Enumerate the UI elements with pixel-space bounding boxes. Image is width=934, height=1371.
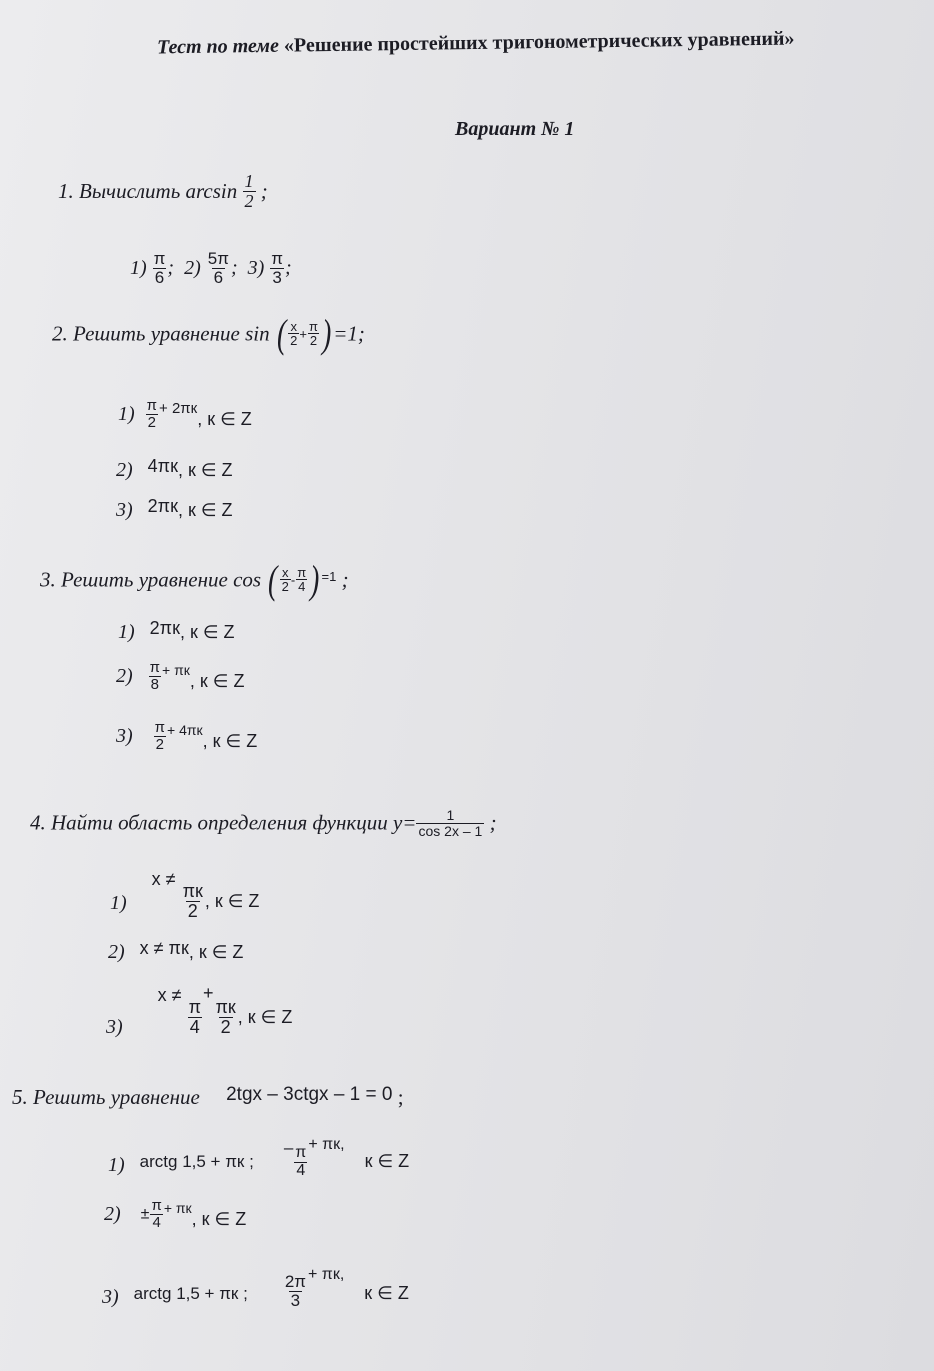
q2-opt1-den: 2 <box>147 413 157 431</box>
q2-b-den: 2 <box>309 333 318 349</box>
q3-opt2-den: 8 <box>150 675 160 693</box>
q4-opt1-pre: x ≠ <box>151 869 176 889</box>
q5-opt3-fraction <box>283 1273 308 1310</box>
q3-text: 3. Решить уравнение cos <box>40 567 262 592</box>
q1-sep2: ; <box>230 256 238 279</box>
q2-text: 2. Решить уравнение sin <box>52 321 270 346</box>
q2-option-3 <box>116 496 233 522</box>
q5-opt1-num: π <box>295 1144 307 1161</box>
q5-opt2-cond: , к ∈ Z <box>191 1208 247 1229</box>
page-title <box>157 28 795 60</box>
q1-frac-den: 2 <box>244 190 254 211</box>
q3-opt2-cond: , к ∈ Z <box>189 670 245 691</box>
q5-option-3 <box>102 1258 409 1310</box>
q1-options <box>130 250 292 287</box>
q3-opt3-cond: , к ∈ Z <box>202 730 258 751</box>
q1-opt1-num: π <box>153 249 166 268</box>
q4-opt3-op: + <box>202 983 214 1003</box>
q4-opt3-cond: , к ∈ Z <box>237 1007 293 1027</box>
q3-option-1 <box>118 618 235 644</box>
q5-opt3-den: 3 <box>290 1290 301 1310</box>
q4-opt1-den: 2 <box>187 900 198 921</box>
q1-opt2-den: 6 <box>213 267 224 287</box>
q5-option-2 <box>104 1198 246 1231</box>
q5-opt2-label: 2) <box>104 1202 121 1225</box>
q5-opt3-cond: к ∈ Z <box>364 1283 409 1303</box>
q4-opt3-frac-a <box>187 998 203 1037</box>
q1-opt3-num: π <box>271 249 284 268</box>
q2-option-2 <box>116 456 233 482</box>
q2-option-1 <box>118 398 252 431</box>
q3-frac-b <box>295 566 308 594</box>
q5-opt1-tail: + πк, <box>308 1136 345 1153</box>
q3-option-2 <box>116 660 244 693</box>
title-prefix: Тест по теме <box>156 34 285 59</box>
q1-opt3-label: 3) <box>247 256 265 279</box>
q3-opt2-label: 2) <box>116 664 133 687</box>
q4-option-2 <box>108 938 243 964</box>
question-5 <box>12 1084 404 1110</box>
q2-op: + <box>299 326 307 342</box>
q3-frac-a <box>280 566 291 594</box>
q5-text: 5. Решить уравнение <box>12 1085 200 1109</box>
q5-opt1-fraction <box>293 1145 308 1180</box>
q5-opt2-pm: ± <box>140 1205 150 1223</box>
q2-open-paren: ( <box>276 311 287 356</box>
q3-op: - <box>290 572 296 588</box>
q3-opt3-den: 2 <box>155 735 165 753</box>
q4-opt1-label: 1) <box>110 892 127 914</box>
q4-y: y= <box>392 810 417 835</box>
q4-opt2-label: 2) <box>108 941 125 963</box>
q2-opt2-label: 2) <box>116 459 133 481</box>
q2-frac-b <box>307 320 320 348</box>
q2-opt3-cond: , к ∈ Z <box>177 500 233 520</box>
q4-opt3-a-num: π <box>188 997 201 1017</box>
q3-option-3 <box>116 720 257 753</box>
q4-end: ; <box>489 810 497 835</box>
q4-frac-den: cos 2x – 1 <box>418 822 483 839</box>
q3-a-den: 2 <box>281 579 289 595</box>
q3-opt3-tail: + 4πк <box>167 721 203 738</box>
q2-a-num: x <box>290 318 298 334</box>
q3-opt3-fraction <box>153 720 167 753</box>
q3-opt2-fraction <box>148 660 162 693</box>
q2-b-num: π <box>308 318 318 334</box>
q1-sep1: ; <box>167 256 175 279</box>
q4-opt1-fraction <box>181 882 205 921</box>
q5-opt1-cond: к ∈ Z <box>364 1151 410 1171</box>
q2-opt1-label: 1) <box>118 402 135 425</box>
q1-fraction <box>243 172 256 211</box>
q2-opt1-cond: , к ∈ Z <box>197 408 252 429</box>
q3-opt3-label: 3) <box>116 724 133 747</box>
q2-opt3-expr: 2πк <box>147 496 178 516</box>
q5-opt2-den: 4 <box>152 1213 161 1231</box>
q1-opt1-den: 6 <box>154 267 165 287</box>
q4-opt1-num: πк <box>182 881 203 901</box>
q2-frac-a <box>288 320 299 348</box>
q1-opt2-num: 5π <box>207 249 229 268</box>
q5-equation: 2tgx – 3ctgx – 1 = 0 <box>226 1084 393 1105</box>
q3-a-num: x <box>282 564 289 580</box>
q1-opt1-fraction <box>152 250 168 287</box>
q2-opt1-num: π <box>146 397 158 414</box>
q5-opt3-num: 2π <box>284 1272 306 1291</box>
q5-opt3-expr: arctg 1,5 + πк ; <box>133 1284 248 1303</box>
q4-opt2-cond: , к ∈ Z <box>188 942 244 962</box>
q3-b-num: π <box>297 564 307 580</box>
q5-option-1 <box>108 1128 409 1180</box>
q1-opt2-fraction <box>206 250 231 287</box>
q1-opt2-label: 2) <box>184 256 201 279</box>
q3-opt1-expr: 2πк <box>149 618 180 638</box>
question-4 <box>30 808 497 838</box>
q1-end: ; <box>260 178 268 203</box>
q3-opt2-tail: + πк <box>162 661 190 678</box>
question-2 <box>52 311 365 356</box>
q5-opt2-fraction <box>149 1198 163 1231</box>
q3-close-paren: ) <box>310 557 320 602</box>
q4-opt3-b-num: πк <box>215 997 236 1017</box>
q1-opt1-label: 1) <box>130 256 147 279</box>
q1-text: 1. Вычислить arcsin <box>58 178 238 203</box>
q5-opt2-tail: + πк <box>163 1199 192 1216</box>
q2-opt2-cond: , к ∈ Z <box>177 460 233 480</box>
q4-opt3-label: 3) <box>106 1016 123 1038</box>
variant-label: Вариант № 1 <box>455 118 575 140</box>
q5-opt1-expr: arctg 1,5 + πк ; <box>139 1152 254 1171</box>
title-topic: «Решение простейших тригонометрических уравнений» <box>283 27 795 57</box>
q5-opt3-label: 3) <box>102 1286 119 1308</box>
q3-end: ; <box>341 567 349 592</box>
q5-opt2-num: π <box>151 1197 162 1214</box>
q2-close-paren: ) <box>321 311 332 356</box>
q3-open-paren: ( <box>268 557 278 602</box>
q4-option-1 <box>110 866 259 921</box>
q4-frac-num: 1 <box>446 807 455 823</box>
q2-tail: =1; <box>333 321 365 346</box>
q4-option-3 <box>106 982 292 1039</box>
q5-opt1-den: 4 <box>296 1161 306 1179</box>
q4-opt1-cond: , к ∈ Z <box>204 891 260 911</box>
q4-fraction <box>416 808 484 838</box>
q4-opt2-expr: x ≠ πк <box>139 938 189 958</box>
q3-b-den: 4 <box>298 579 306 595</box>
q2-a-den: 2 <box>290 333 298 349</box>
q1-sep3: ; <box>285 256 292 279</box>
q3-opt2-num: π <box>149 659 161 676</box>
q5-end: ; <box>397 1085 404 1109</box>
q2-opt1-fraction <box>145 398 159 431</box>
q4-opt3-a-den: 4 <box>189 1016 200 1037</box>
q4-opt3-pre: x ≠ <box>157 985 182 1005</box>
q3-opt1-cond: , к ∈ Z <box>179 622 235 642</box>
q3-opt3-num: π <box>154 719 166 736</box>
q3-opt1-label: 1) <box>118 621 135 643</box>
q1-opt3-fraction <box>269 250 285 287</box>
question-3 <box>40 557 349 602</box>
q2-opt1-tail: + 2πк <box>159 399 198 417</box>
q1-frac-num: 1 <box>244 171 254 191</box>
q1-opt3-den: 3 <box>272 267 282 287</box>
q5-opt3-tail: + πк, <box>308 1266 345 1283</box>
question-1 <box>58 172 268 211</box>
q4-opt3-b-den: 2 <box>220 1016 231 1037</box>
q3-tail: =1 <box>321 568 337 584</box>
q2-opt3-label: 3) <box>116 499 133 521</box>
q4-text: 4. Найти область определения функции <box>30 810 388 835</box>
q2-opt2-expr: 4πк <box>147 456 178 476</box>
q4-opt3-frac-b <box>214 998 238 1037</box>
q5-opt1-minus: – <box>283 1138 294 1157</box>
q5-opt1-label: 1) <box>108 1154 125 1176</box>
